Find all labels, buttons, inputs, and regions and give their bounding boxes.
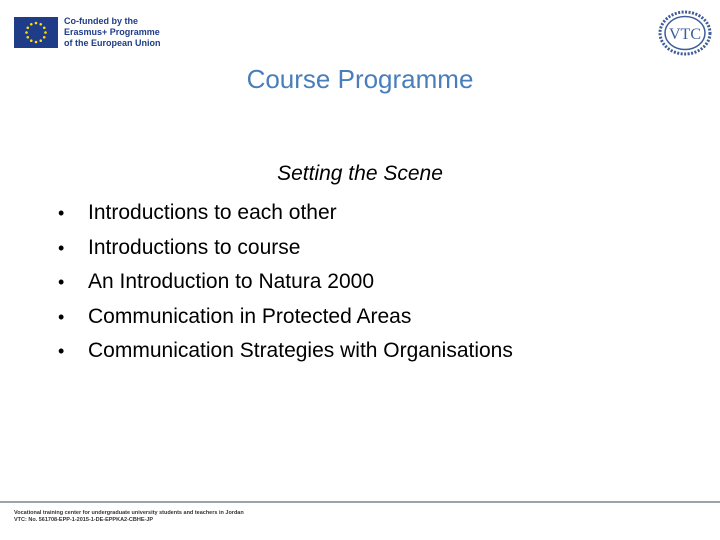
eu-flag-icon (14, 17, 58, 48)
bullet-item (58, 196, 513, 231)
bullet-dot: • (58, 272, 65, 292)
bullet-list (58, 196, 513, 369)
eu-text-line-3: of the European Union (64, 38, 161, 48)
bullet-item (58, 300, 513, 335)
eu-star (35, 22, 38, 25)
bullet-item (58, 265, 513, 300)
vtc-seal-icon (658, 10, 712, 56)
eu-star (30, 23, 33, 26)
eu-star (35, 41, 38, 44)
footer-text (14, 510, 244, 524)
eu-star (25, 31, 28, 34)
bullet-dot: • (58, 341, 65, 361)
eu-star (43, 26, 46, 29)
eu-star (39, 23, 42, 26)
eu-star (26, 36, 29, 39)
eu-star (39, 39, 42, 42)
bullet-text: Introductions to course (88, 235, 301, 259)
bullet-dot: • (58, 203, 65, 223)
vtc-logo-text: VTC (669, 26, 701, 43)
eu-text-line-1: Co-funded by the (64, 16, 138, 26)
eu-star (43, 36, 46, 39)
eu-star (44, 31, 47, 34)
bullet-text: Communication Strategies with Organisations (88, 339, 513, 362)
eu-cofunded-text (64, 16, 161, 49)
bullet-dot: • (58, 237, 65, 258)
bullet-dot: • (58, 306, 65, 327)
section-heading: Setting the Scene (277, 162, 443, 185)
eu-star (30, 39, 33, 42)
eu-star (26, 26, 29, 29)
footer-line-1: Vocational training center for undergraduate university students and teachers in Jordan (14, 510, 244, 516)
footer-line-2: VTC: No. 561708-EPP-1-2015-1-DE-EPPKA2-CBHE-JP (14, 517, 154, 523)
bullet-text: Communication in Protected Areas (88, 304, 412, 328)
bullet-text: Introductions to each other (88, 201, 337, 224)
footer-divider (0, 501, 720, 503)
eu-cofunded-logo (14, 16, 161, 49)
bullet-text: An Introduction to Natura 2000 (88, 270, 375, 293)
eu-text-line-2: Erasmus+ Programme (64, 27, 160, 37)
bullet-item (58, 231, 513, 266)
bullet-item (58, 334, 513, 369)
slide-title: Course Programme (246, 64, 474, 94)
